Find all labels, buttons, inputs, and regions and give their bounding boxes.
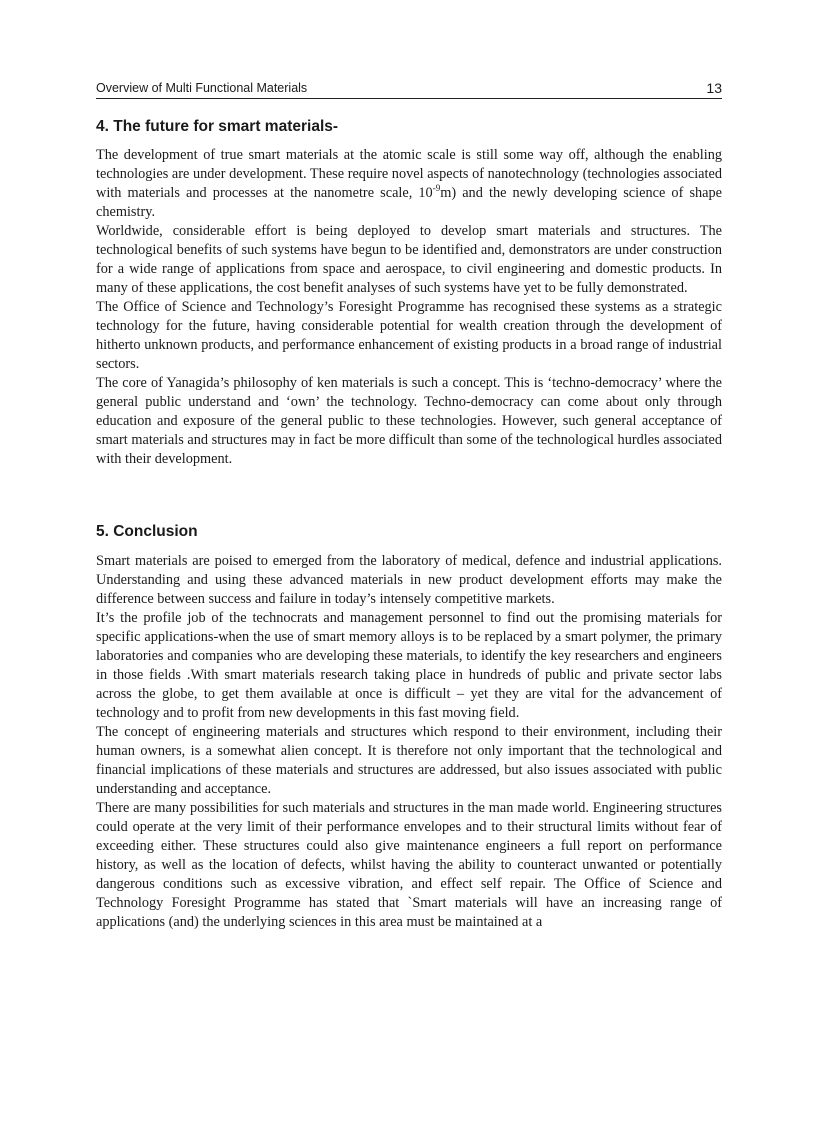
- running-header: [96, 80, 722, 96]
- section-4-paragraph-4: The core of Yanagida’s philosophy of ken materials is such a concept. This is ‘techno-democracy’ where the general public understand and ‘own’ the technology. Techno-democracy can come about only through education and exposure of the general public to these technologies. However, such general acceptance of smart materials and structures may in fact be more difficult than some of the technological hurdles associated with their development.: [96, 375, 722, 467]
- section-4-paragraph-1-text-b: m) and the newly developing science of shape chemistry.: [96, 185, 722, 220]
- header-rule: [96, 98, 722, 99]
- section-4-paragraph-1: [96, 146, 722, 222]
- section-4-paragraph-3: The Office of Science and Technology’s Foresight Programme has recognised these systems as a strategic technology for the future, having considerable potential for wealth creation through the development of hitherto unknown products, and performance enhancement of existing products in a broad range of industrial sectors.: [96, 299, 722, 372]
- section-4-paragraph-1-text-a: The development of true smart materials at the atomic scale is still some way off, although the enabling technologies are under development. These require novel aspects of nanotechnology (technologies associated with materials and processes at the nanometre scale, 10: [96, 147, 722, 201]
- section-4-paragraph-2: Worldwide, considerable effort is being deployed to develop smart materials and structures. The technological benefits of such systems have begun to be identified and, demonstrators are under construction for a wide range of applications from space and aerospace, to civil engineering and domestic products. In many of these applications, the cost benefit analyses of such systems have yet to be fully demonstrated.: [96, 223, 722, 296]
- section-5-paragraph-4: There are many possibilities for such materials and structures in the man made world. Engineering structures could operate at the very limit of their performance envelopes and to their structural limits without fear of exceeding either. These structures could also give maintenance engineers a full report on performance history, as well as the location of defects, whilst having the ability to counteract unwanted or potentially dangerous conditions such as excessive vibration, and effect self repair. The Office of Science and Technology Foresight Programme has stated that `Smart materials will have an increasing range of applications (and) the underlying sciences in this area must be maintained at a: [96, 800, 722, 930]
- section-5-paragraph-2: It’s the profile job of the technocrats and management personnel to find out the promising materials for specific applications-when the use of smart memory alloys is to be replaced by a smart polymer, the primary laboratories and companies who are developing these materials, to identify the key researchers and engineers in those fields .With smart materials research taking place in hundreds of public and private sector labs across the globe, to get them available at once is difficult – yet they are vital for the advancement of technology and to profit from new developments in this fast moving field.: [96, 610, 722, 721]
- section-5-heading: 5. Conclusion: [96, 523, 198, 540]
- section-5-body: [96, 552, 722, 932]
- section-5-paragraph-3: The concept of engineering materials and structures which respond to their environment, including their human owners, is a somewhat alien concept. It is therefore not only important that the technological and financial implications of these materials and structures are addressed, but also issues associated with public understanding and acceptance.: [96, 724, 722, 797]
- section-4-heading: 4. The future for smart materials-: [96, 118, 339, 135]
- page-number: 13: [706, 80, 722, 96]
- section-5-paragraph-1: Smart materials are poised to emerged from the laboratory of medical, defence and industrial applications. Understanding and using these advanced materials in new product development efforts may make the difference between success and failure in today’s intensely competitive markets.: [96, 553, 722, 607]
- section-4-body: [96, 146, 722, 469]
- running-title: Overview of Multi Functional Materials: [96, 81, 308, 95]
- exponent: -9: [432, 183, 441, 194]
